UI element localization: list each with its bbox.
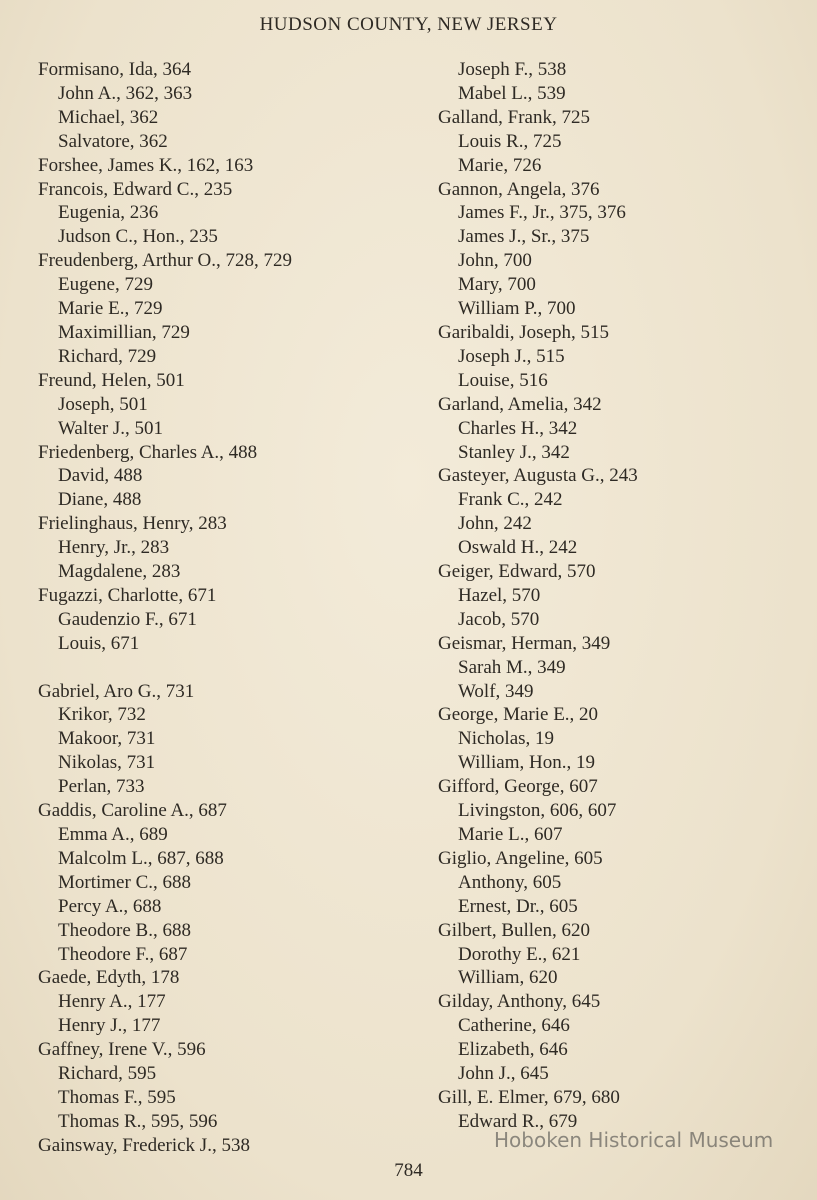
index-subentry: Livingston, 606, 607 <box>458 800 617 822</box>
index-subentry: Frank C., 242 <box>458 489 563 511</box>
index-subentry: Krikor, 732 <box>58 704 146 726</box>
index-subentry: Louise, 516 <box>458 369 548 391</box>
index-subentry: Catherine, 646 <box>458 1015 570 1037</box>
index-entry: Gabriel, Aro G., 731 <box>38 680 195 702</box>
index-subentry: Mortimer C., 688 <box>58 871 191 893</box>
index-subentry: Henry J., 177 <box>58 1015 161 1037</box>
index-subentry: Edward R., 679 <box>458 1110 578 1132</box>
index-entry: Forshee, James K., 162, 163 <box>38 154 254 176</box>
page-header: HUDSON COUNTY, NEW JERSEY <box>259 14 558 35</box>
index-subentry: Louis R., 725 <box>458 130 562 152</box>
index-entry: Gilbert, Bullen, 620 <box>438 919 590 941</box>
index-entry: Gaddis, Caroline A., 687 <box>38 800 227 822</box>
index-subentry: Marie L., 607 <box>458 824 563 845</box>
index-entry: Garland, Amelia, 342 <box>438 393 602 415</box>
index-entry: Galland, Frank, 725 <box>438 106 590 128</box>
index-subentry: Hazel, 570 <box>458 584 541 606</box>
index-subentry: Malcolm L., 687, 688 <box>58 847 224 869</box>
index-subentry: Henry A., 177 <box>58 991 166 1013</box>
index-subentry: William, Hon., 19 <box>458 752 595 774</box>
index-entry: Freund, Helen, 501 <box>38 369 185 391</box>
index-subentry: Richard, 595 <box>58 1063 157 1085</box>
index-entry: Gasteyer, Augusta G., 243 <box>438 465 638 487</box>
index-entry: Gainsway, Frederick J., 538 <box>38 1134 250 1156</box>
index-subentry: John A., 362, 363 <box>58 82 193 104</box>
watermark: Hoboken Historical Museum <box>494 1128 774 1152</box>
index-subentry: Stanley J., 342 <box>458 441 570 463</box>
index-subentry: Percy A., 688 <box>58 895 162 917</box>
index-subentry: James F., Jr., 375, 376 <box>458 202 626 224</box>
index-subentry: Elizabeth, 646 <box>458 1039 568 1061</box>
index-subentry: Joseph, 501 <box>58 393 148 415</box>
index-entry: Giglio, Angeline, 605 <box>438 847 603 869</box>
index-subentry: Nicholas, 19 <box>458 728 555 750</box>
index-subentry: Theodore F., 687 <box>58 943 188 965</box>
index-subentry: Michael, 362 <box>58 106 159 128</box>
index-column-left <box>38 58 398 1158</box>
index-subentry: Dorothy E., 621 <box>458 943 581 965</box>
index-entry: Gill, E. Elmer, 679, 680 <box>438 1086 620 1108</box>
index-subentry: John, 700 <box>458 250 532 272</box>
index-subentry: William P., 700 <box>458 298 576 320</box>
index-subentry: Oswald H., 242 <box>458 537 578 559</box>
index-entry: Garibaldi, Joseph, 515 <box>438 321 609 343</box>
index-entry: Friedenberg, Charles A., 488 <box>38 441 258 463</box>
page-number: 784 <box>394 1160 423 1181</box>
index-subentry: Thomas R., 595, 596 <box>58 1110 218 1132</box>
index-subentry: Emma A., 689 <box>58 823 168 845</box>
index-subentry: Joseph J., 515 <box>458 345 565 367</box>
index-subentry: John, 242 <box>458 513 532 535</box>
index-subentry: Magdalene, 283 <box>58 561 181 583</box>
index-entry: Gilday, Anthony, 645 <box>438 991 601 1013</box>
index-subentry: Judson C., Hon., 235 <box>58 226 218 248</box>
index-subentry: Makoor, 731 <box>58 728 156 750</box>
index-entry: Freudenberg, Arthur O., 728, 729 <box>38 250 293 272</box>
index-subentry: Walter J., 501 <box>58 417 164 439</box>
index-entry: Gaffney, Irene V., 596 <box>38 1039 206 1061</box>
index-entry: Geismar, Herman, 349 <box>438 632 611 654</box>
index-subentry: Anthony, 605 <box>458 871 562 893</box>
index-subentry: Nikolas, 731 <box>58 752 156 774</box>
index-subentry: Marie E., 729 <box>58 298 163 320</box>
index-subentry: Sarah M., 349 <box>458 656 566 678</box>
index-subentry: Theodore B., 688 <box>58 919 191 941</box>
index-subentry: John J., 645 <box>458 1063 549 1085</box>
index-entry: Gannon, Angela, 376 <box>438 178 600 200</box>
index-subentry: Eugenia, 236 <box>58 202 159 224</box>
index-entry: Geiger, Edward, 570 <box>438 561 596 583</box>
index-subentry: Gaudenzio F., 671 <box>58 608 197 630</box>
index-subentry: Ernest, Dr., 605 <box>458 895 578 917</box>
index-subentry: Thomas F., 595 <box>58 1086 176 1108</box>
index-entry: Gaede, Edyth, 178 <box>38 967 180 989</box>
index-subentry: Perlan, 733 <box>58 776 145 798</box>
index-entry: Formisano, Ida, 364 <box>38 59 192 80</box>
index-column-right <box>438 58 798 1134</box>
index-subentry: David, 488 <box>58 465 143 487</box>
index-entry: Fugazzi, Charlotte, 671 <box>38 584 217 606</box>
index-entry: Francois, Edward C., 235 <box>38 178 233 200</box>
index-subentry: Salvatore, 362 <box>58 130 168 152</box>
index-subentry: James J., Sr., 375 <box>458 226 590 248</box>
index-subentry: Henry, Jr., 283 <box>58 537 170 559</box>
index-subentry: Eugene, 729 <box>58 274 153 296</box>
index-entry: Frielinghaus, Henry, 283 <box>38 513 227 535</box>
section-gap <box>38 656 398 680</box>
index-subentry: Jacob, 570 <box>458 608 540 630</box>
index-entry: George, Marie E., 20 <box>438 704 599 726</box>
index-subentry: Joseph F., 538 <box>458 59 567 80</box>
index-subentry: Maximillian, 729 <box>58 321 190 343</box>
index-subentry: Mabel L., 539 <box>458 82 566 104</box>
index-subentry: William, 620 <box>458 967 558 989</box>
index-subentry: Louis, 671 <box>58 632 140 654</box>
index-subentry: Richard, 729 <box>58 345 157 367</box>
index-subentry: Diane, 488 <box>58 489 142 511</box>
index-subentry: Marie, 726 <box>458 154 542 176</box>
index-subentry: Charles H., 342 <box>458 417 578 439</box>
index-subentry: Wolf, 349 <box>458 680 534 702</box>
index-entry: Gifford, George, 607 <box>438 776 598 798</box>
index-subentry: Mary, 700 <box>458 274 536 296</box>
